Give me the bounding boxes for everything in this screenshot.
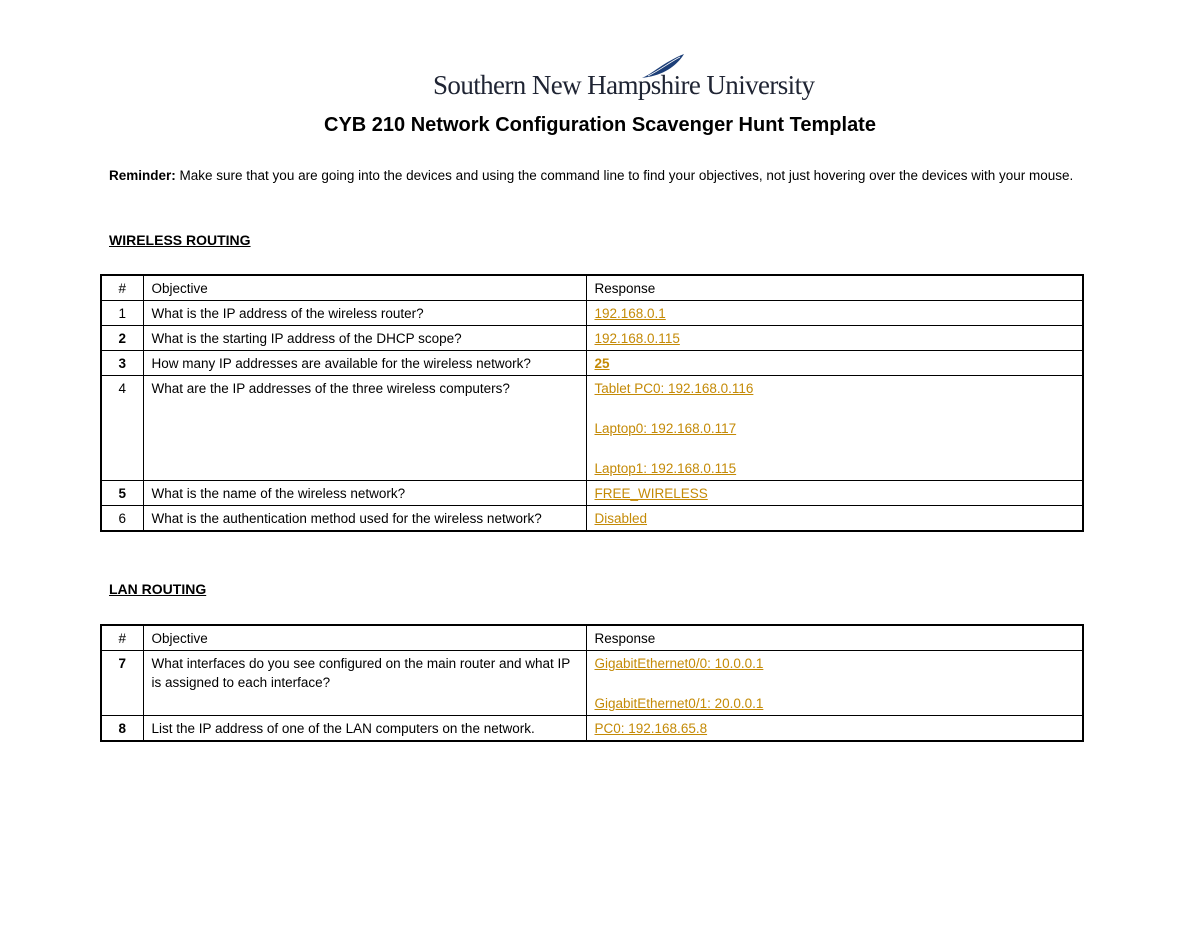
row-objective: What are the IP addresses of the three wireless computers? — [143, 376, 586, 481]
response-link[interactable]: 192.168.0.115 — [594, 331, 680, 346]
university-logo — [433, 52, 815, 102]
response-link[interactable]: Tablet PC0: 192.168.0.116 — [594, 381, 754, 396]
row-number: 8 — [101, 716, 143, 742]
table-row — [101, 481, 1083, 506]
header-objective: Objective — [143, 275, 586, 301]
table-row — [101, 506, 1083, 532]
row-number: 1 — [101, 301, 143, 326]
row-response — [586, 301, 1083, 326]
row-response — [586, 481, 1083, 506]
table-row — [101, 651, 1083, 716]
wireless-routing-table — [100, 274, 1084, 532]
reminder-text: Make sure that you are going into the devices and using the command line to find your objectives, not just hovering over the devices with your mouse. — [175, 168, 1074, 183]
row-objective: What interfaces do you see configured on the main router and what IP is assigned to each interface? — [143, 651, 586, 716]
row-response — [586, 351, 1083, 376]
row-response — [586, 651, 1083, 716]
response-link[interactable]: GigabitEthernet0/0: 10.0.0.1 — [594, 656, 764, 671]
row-number: 6 — [101, 506, 143, 532]
lan-routing-heading: LAN ROUTING — [109, 581, 207, 597]
row-response — [586, 376, 1083, 481]
row-objective: List the IP address of one of the LAN computers on the network. — [143, 716, 586, 742]
document-title: CYB 210 Network Configuration Scavenger Hunt Template — [324, 114, 876, 136]
row-number: 2 — [101, 326, 143, 351]
header-objective: Objective — [143, 625, 586, 651]
logo-wordmark: Southern New Hampshire University — [433, 70, 815, 100]
wireless-routing-heading: WIRELESS ROUTING — [109, 232, 251, 248]
row-objective: What is the name of the wireless network? — [143, 481, 586, 506]
row-number: 5 — [101, 481, 143, 506]
lan-routing-table — [100, 624, 1084, 742]
table-row — [101, 326, 1083, 351]
row-objective: What is the authentication method used for the wireless network? — [143, 506, 586, 532]
table-row — [101, 301, 1083, 326]
row-objective: What is the IP address of the wireless router? — [143, 301, 586, 326]
header-response: Response — [586, 275, 1083, 301]
row-response — [586, 326, 1083, 351]
response-link[interactable]: Disabled — [594, 511, 648, 526]
reminder-paragraph — [109, 165, 1094, 187]
response-link[interactable]: FREE_WIRELESS — [594, 486, 708, 501]
row-number: 3 — [101, 351, 143, 376]
response-link[interactable]: 192.168.0.1 — [594, 306, 666, 321]
table-row — [101, 351, 1083, 376]
table-header-row — [101, 275, 1083, 301]
row-objective: How many IP addresses are available for the wireless network? — [143, 351, 586, 376]
response-link[interactable]: Laptop0: 192.168.0.117 — [594, 421, 737, 436]
row-number: 4 — [101, 376, 143, 481]
row-objective: What is the starting IP address of the DHCP scope? — [143, 326, 586, 351]
response-link[interactable]: 25 — [594, 356, 610, 371]
row-response — [586, 506, 1083, 532]
reminder-label: Reminder: — [109, 168, 176, 183]
row-response — [586, 716, 1083, 742]
response-link[interactable]: Laptop1: 192.168.0.115 — [594, 461, 737, 476]
response-link[interactable]: GigabitEthernet0/1: 20.0.0.1 — [594, 696, 764, 711]
header-number: # — [101, 275, 143, 301]
header-response: Response — [586, 625, 1083, 651]
response-link[interactable]: PC0: 192.168.65.8 — [594, 721, 708, 736]
header-number: # — [101, 625, 143, 651]
table-header-row — [101, 625, 1083, 651]
table-row — [101, 716, 1083, 742]
table-row — [101, 376, 1083, 481]
row-number: 7 — [101, 651, 143, 716]
